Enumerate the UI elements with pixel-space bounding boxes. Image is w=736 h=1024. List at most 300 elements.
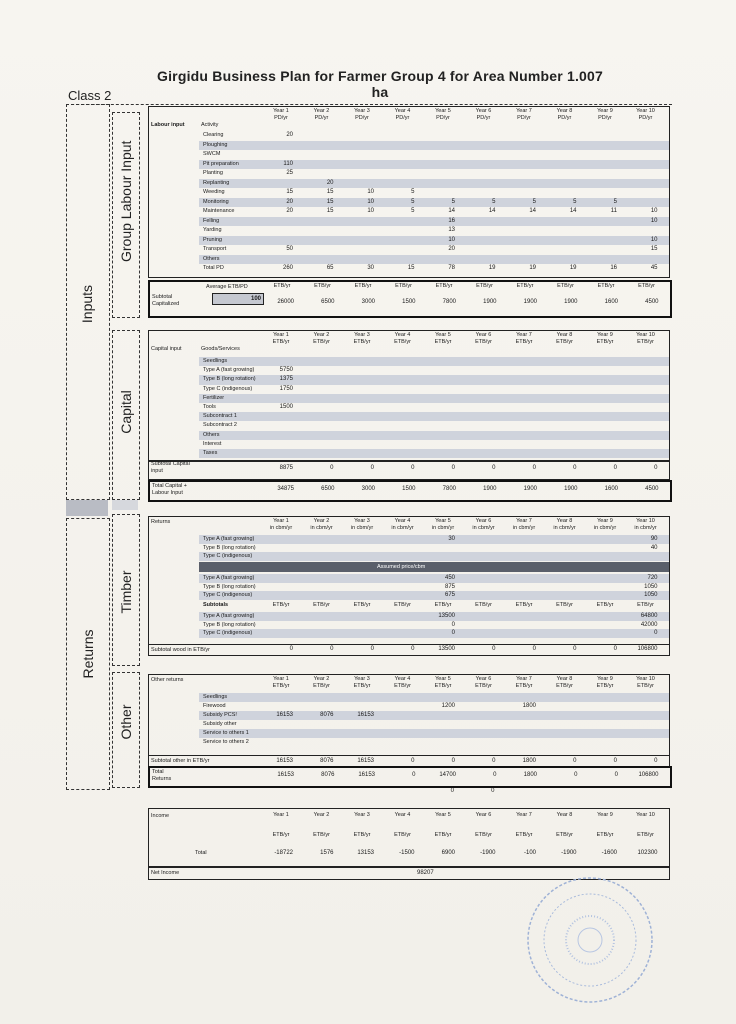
capital-subtotal-value: 0 [613, 465, 617, 471]
labour-value: 20 [448, 246, 455, 252]
capital-total-value: 7800 [442, 486, 456, 492]
labour-value: 65 [326, 265, 334, 271]
labour-year-header [304, 108, 340, 122]
timber-year-label: Year 5 [435, 518, 451, 524]
capital-year-label: Year 8 [556, 332, 573, 338]
timber-etb-value: 42000 [640, 621, 658, 628]
timber-year-label: Year 9 [597, 518, 613, 524]
labour-subtotal-value: 26000 [277, 299, 294, 305]
labour-year-header [385, 108, 421, 122]
labour-value: 15 [326, 189, 334, 195]
capital-subtotal-value: 0 [411, 465, 415, 471]
labour-value: 19 [529, 265, 536, 271]
income-unit-label: ETB/yr [637, 832, 654, 838]
capital-year-label: Year 3 [354, 332, 370, 338]
capital-total-value: 1900 [564, 486, 578, 492]
capital-value: 1500 [279, 404, 293, 410]
capital-row [199, 440, 669, 449]
timber-subtotal-value: 0 [370, 646, 374, 652]
other-value: 16153 [357, 712, 374, 718]
labour-value: 14 [448, 208, 455, 214]
capital-total-value: 1900 [523, 486, 537, 492]
timber-label: Timber [118, 570, 134, 614]
income-year-label: Year 9 [597, 812, 613, 818]
labour-value: 16 [448, 217, 455, 224]
total-returns-value: 0 [574, 772, 578, 778]
labour-value: 10 [367, 198, 374, 205]
labour-year-label: Year 3 [354, 108, 370, 114]
assumed-price-bar [199, 562, 669, 572]
timber-cbm-row-label: Type B (long rotation) [203, 544, 256, 551]
capital-row [199, 421, 669, 430]
other-subtotal-value: 8076 [320, 758, 334, 764]
income-unit-label: ETB/yr [515, 832, 533, 838]
timber-etb-value: 0 [451, 621, 455, 628]
timber-unit-label: in cbm/yr [431, 525, 455, 531]
capital-year-label: Year 4 [394, 332, 411, 338]
other-unit-label: ETB/yr [272, 683, 290, 689]
stamp-inner-ring [566, 916, 614, 964]
labour-subtotal-value: 7800 [442, 299, 456, 305]
total-returns-value: 16153 [277, 772, 294, 778]
other-subtotal-value: 16153 [276, 758, 293, 764]
timber-unit-label: in cbm/yr [472, 525, 495, 531]
income-unit-label: ETB/yr [353, 832, 371, 838]
timber-year-label: Year 1 [273, 518, 289, 524]
labour-subtotal-value: 1900 [483, 299, 497, 305]
labour-unit-label: PD/yr [314, 115, 329, 121]
total-returns-value: 0 [614, 772, 618, 778]
labour-row-label: Others [203, 255, 220, 262]
income-total-value: 6900 [441, 850, 455, 856]
income-total-value: -1600 [601, 850, 617, 856]
other-label: Other [118, 704, 134, 740]
average-label: Average ETB/PD [206, 284, 248, 290]
labour-etb-unit: ETB/yr [597, 283, 615, 289]
other-year-label: Year 5 [435, 676, 451, 682]
timber-etb-unit: ETB/yr [515, 602, 533, 608]
capital-year-header [506, 332, 542, 346]
income-unit-label: ETB/yr [596, 832, 614, 838]
income-unit-label: ETB/yr [434, 832, 452, 838]
timber-etb-row-label: Type C (indigenous) [203, 630, 253, 636]
timber-year-label: Year 7 [516, 518, 532, 524]
income-unit-label: ETB/yr [272, 832, 290, 838]
capital-total-value: 34875 [277, 486, 294, 492]
total-returns-label: Total Returns [152, 769, 172, 782]
other-value: 1200 [441, 703, 455, 709]
other-subtotal-value: 0 [492, 758, 496, 764]
timber-subtotal-value: 13500 [438, 646, 455, 652]
timber-price-row-label: Type B (long rotation) [203, 583, 256, 590]
labour-unit-label: PD/yr [436, 115, 450, 121]
labour-value: 5 [492, 198, 496, 205]
page-title: Girgidu Business Plan for Farmer Group 4 for Area Number 1.007 ha [157, 68, 603, 100]
capital-row-label: Seedlings [203, 358, 228, 364]
timber-year-header [304, 518, 340, 532]
labour-row-label: Felling [203, 217, 220, 224]
labour-value: 5 [451, 198, 455, 205]
other-value: 16153 [276, 712, 293, 718]
labour-value: 13 [448, 227, 455, 233]
timber-etb-row-label: Type B (long rotation) [203, 621, 256, 628]
total-returns-value: 16153 [358, 772, 375, 778]
capital-row-label: Fertilizer [203, 394, 225, 401]
labour-value: 15 [326, 208, 334, 214]
capital-unit-label: ETB/yr [313, 339, 330, 345]
timber-subtotal-box [148, 644, 670, 656]
capital-row [199, 357, 669, 366]
capital-row-label: Interest [203, 440, 222, 447]
timber-etb-unit: ETB/yr [313, 602, 330, 608]
labour-subtotal-value: 1900 [564, 299, 578, 305]
labour-row-label: Pruning [203, 236, 222, 243]
timber-price-row-label: Type A (fast growing) [203, 575, 255, 581]
labour-unit-label: PD/yr [517, 115, 531, 121]
capital-total-value: 4500 [645, 486, 659, 492]
capital-year-label: Year 10 [636, 332, 655, 338]
timber-etb-row-label: Type A (fast growing) [203, 613, 255, 619]
timber-etb-unit: ETB/yr [272, 602, 290, 608]
capital-row [199, 394, 669, 403]
timber-price-value: 1050 [644, 592, 658, 598]
labour-value: 5 [411, 198, 415, 205]
labour-year-label: Year 8 [556, 108, 573, 114]
other-row-label: Subsidy PCS! [203, 712, 237, 718]
labour-year-header [425, 108, 461, 122]
labour-value: 5 [411, 189, 415, 195]
capital-value: 1750 [279, 385, 293, 392]
labour-value: 45 [650, 265, 658, 271]
capital-year-header [628, 332, 664, 346]
labour-etb-unit: ETB/yr [476, 283, 493, 289]
labour-subtotal-label: Subtotal Capitalized [152, 294, 180, 307]
timber-etb-value: 13500 [438, 613, 455, 619]
income-year-label: Year 6 [475, 812, 492, 818]
timber-year-label: Year 10 [636, 518, 655, 524]
labour-etb-unit: ETB/yr [314, 283, 331, 289]
net-income-label: Net Income [151, 870, 180, 876]
other-subtotal-label [151, 756, 209, 766]
other-row [199, 738, 669, 747]
capital-subtotal-label: Subtotal Capital input [151, 461, 190, 474]
capital-row-label: Subcontract 2 [203, 422, 237, 429]
labour-subtotal-value: 4500 [645, 299, 659, 305]
capital-row [199, 412, 669, 421]
other-subtotal-unit: in ETB/yr [186, 758, 210, 764]
timber-subtotal-value: 0 [573, 646, 577, 652]
capital-row-label: Type C (indigenous) [203, 385, 253, 392]
timber-etb-unit: ETB/yr [475, 602, 492, 608]
capital-row [199, 449, 669, 458]
labour-value: 10 [650, 217, 658, 224]
other-year-label: Year 6 [475, 676, 492, 682]
labour-subtotal-value: 1600 [604, 299, 618, 305]
other-year-label: Year 1 [273, 676, 289, 682]
timber-subtotal-value: 0 [411, 646, 415, 652]
labour-etb-unit: ETB/yr [273, 283, 291, 289]
labour-etb-unit: ETB/yr [435, 283, 453, 289]
capital-row-label: Others [203, 431, 220, 438]
labour-row-label: Weeding [203, 189, 225, 195]
labour-value: 30 [367, 265, 374, 271]
other-subtotal-value: 0 [573, 758, 577, 764]
timber-unit-label: in cbm/yr [269, 525, 293, 531]
timber-subtotal-label [151, 645, 210, 655]
capital-unit-label: ETB/yr [272, 339, 290, 345]
labour-value: 20 [286, 208, 293, 214]
timber-cbm-value: 30 [448, 536, 455, 542]
timber-year-label: Year 8 [556, 518, 573, 524]
labour-value: 10 [650, 208, 658, 214]
net-income-value: 98207 [417, 870, 434, 876]
goods-services-header: Goods/Services [201, 346, 240, 352]
labour-value: 14 [488, 208, 496, 214]
income-year-label: Year 8 [556, 812, 573, 818]
other-year-header [506, 676, 542, 690]
income-unit-label: ETB/yr [313, 832, 330, 838]
timber-year-header [344, 518, 380, 532]
stamp-outer-ring [528, 878, 652, 1002]
other-unit-label: ETB/yr [434, 683, 452, 689]
labour-row [199, 255, 669, 265]
timber-price-value: 720 [647, 575, 658, 581]
labour-value: 16 [610, 265, 617, 271]
labour-year-header [263, 108, 299, 122]
capital-year-header [425, 332, 461, 346]
income-year-label: Year 4 [394, 812, 411, 818]
other-year-label: Year 8 [556, 676, 573, 682]
labour-value: 260 [282, 265, 293, 271]
other-subtotal-value: 0 [654, 758, 658, 764]
labour-etb-unit: ETB/yr [516, 283, 534, 289]
other-value: 8076 [320, 712, 334, 718]
capital-year-header [304, 332, 340, 346]
timber-year-header [506, 518, 542, 532]
below-total-value: 0 [450, 788, 454, 794]
timber-etb-unit: ETB/yr [637, 602, 654, 608]
capital-row-label: Subcontract 1 [203, 413, 237, 420]
other-subtotal-value: 1800 [522, 758, 536, 764]
timber-cbm-value: 40 [650, 544, 658, 551]
labour-row-label: Pit preparation [203, 160, 239, 167]
income-table [148, 808, 670, 868]
labour-value: 11 [610, 208, 617, 214]
labour-value: 110 [283, 160, 293, 167]
capital-total-value: 1500 [402, 486, 416, 492]
capital-subtotal-value: 0 [654, 465, 658, 471]
labour-value: 50 [286, 246, 293, 252]
capital-subtotal-value: 0 [370, 465, 374, 471]
capital-row [199, 431, 669, 440]
total-returns-value: 1800 [523, 772, 537, 778]
income-total-value: 13153 [357, 850, 374, 856]
labour-year-label: Year 7 [516, 108, 532, 114]
timber-subtotal-value: 0 [492, 646, 496, 652]
labour-row-label: Total PD [203, 265, 224, 271]
timber-price-value: 1050 [644, 583, 658, 590]
labour-row-label: SWCM [203, 151, 221, 157]
capital-row-label: Type A (fast growing) [203, 367, 255, 374]
labour-year-header [344, 108, 380, 122]
labour-row-label: Monitoring [203, 198, 229, 205]
average-value-box [212, 293, 264, 305]
capital-year-header [263, 332, 299, 346]
capital-year-header [385, 332, 421, 346]
other-year-header [425, 676, 461, 690]
capital-year-label: Year 7 [516, 332, 532, 338]
other-subtotal-text: Subtotal other [151, 758, 186, 764]
timber-etb-unit: ETB/yr [394, 602, 411, 608]
labour-value: 5 [613, 198, 617, 205]
labour-value: 20 [326, 179, 334, 186]
other-year-header [385, 676, 421, 690]
labour-row-label: Yarding [203, 227, 222, 233]
other-year-label: Year 7 [516, 676, 532, 682]
timber-etb-value: 0 [451, 630, 455, 636]
total-returns-box [148, 766, 672, 788]
capital-label: Capital [118, 390, 134, 434]
other-year-header [263, 676, 299, 690]
timber-unit-label: in cbm/yr [593, 525, 617, 531]
capital-subtotal-value: 0 [330, 465, 334, 471]
labour-value: 5 [573, 198, 577, 205]
timber-year-header [425, 518, 461, 532]
other-row-label: Service to others 1 [203, 730, 249, 736]
timber-subtotal-text: Subtotal wood [151, 647, 186, 653]
capital-total-label: Total Capital + Labour Input [152, 483, 188, 496]
timber-year-label: Year 2 [313, 518, 330, 524]
timber-etb-unit: ETB/yr [434, 602, 452, 608]
inputs-label: Inputs [79, 284, 95, 324]
timber-unit-label: in cbm/yr [350, 525, 374, 531]
income-year-label: Year 7 [516, 812, 532, 818]
labour-value: 15 [286, 189, 293, 195]
income-header: Income [151, 813, 170, 819]
labour-value: 19 [488, 265, 496, 271]
timber-year-label: Year 4 [394, 518, 411, 524]
total-returns-value: 0 [412, 772, 416, 778]
capital-year-header [547, 332, 583, 346]
income-year-label: Year 2 [313, 812, 330, 818]
labour-unit-label: PD/yr [598, 115, 612, 121]
timber-year-header [628, 518, 664, 532]
timber-year-header [385, 518, 421, 532]
capital-total-value: 1900 [483, 486, 497, 492]
income-total-value: -100 [523, 850, 536, 856]
other-row-label: Seedlings [203, 694, 228, 700]
capital-subtotal-value: 0 [573, 465, 577, 471]
capital-value: 5750 [279, 367, 293, 374]
timber-price-value: 450 [444, 575, 455, 581]
timber-unit-label: in cbm/yr [391, 525, 414, 531]
labour-etb-unit: ETB/yr [557, 283, 574, 289]
capital-total-value: 1600 [604, 486, 618, 492]
timber-subtotal-value: 106800 [637, 646, 658, 652]
income-year-label: Year 3 [354, 812, 370, 818]
income-year-label: Year 10 [636, 812, 655, 818]
capital-subtotal-value: 0 [451, 465, 455, 471]
timber-price-value: 675 [444, 592, 455, 598]
labour-row-label: Transport [203, 246, 227, 252]
capital-unit-label: ETB/yr [434, 339, 452, 345]
timber-unit-label: in cbm/yr [512, 525, 536, 531]
labour-value: 10 [367, 208, 374, 214]
total-returns-value: 106800 [638, 772, 659, 778]
other-row [199, 693, 669, 702]
timber-unit-label: in cbm/yr [310, 525, 333, 531]
other-row-label: Service to others 2 [203, 739, 249, 745]
labour-year-label: Year 9 [597, 108, 613, 114]
other-returns-header: Other returns [151, 677, 184, 683]
income-total-value: -18722 [274, 850, 293, 856]
timber-year-label: Year 3 [354, 518, 370, 524]
labour-row [199, 150, 669, 160]
capital-row-label: Taxes [203, 450, 218, 456]
timber-etb-unit: ETB/yr [353, 602, 371, 608]
timber-cbm-row [199, 552, 669, 561]
capital-table [148, 330, 670, 462]
income-total-value: -1500 [399, 850, 415, 856]
other-subtotal-value: 16153 [357, 758, 374, 764]
other-row [199, 729, 669, 738]
capital-total-value: 6500 [321, 486, 335, 492]
capital-year-header [344, 332, 380, 346]
total-returns-value: 8076 [321, 772, 335, 778]
labour-subtotal-value: 1500 [402, 299, 416, 305]
labour-value: 20 [286, 198, 293, 205]
income-year-label: Year 5 [435, 812, 451, 818]
capital-year-label: Year 6 [475, 332, 492, 338]
labour-subtotal-value: 1900 [523, 299, 537, 305]
capital-year-label: Year 2 [313, 332, 330, 338]
timber-year-header [587, 518, 623, 532]
other-subtotal-value: 0 [411, 758, 415, 764]
labour-year-header [547, 108, 583, 122]
other-unit-label: ETB/yr [596, 683, 614, 689]
timber-year-header [547, 518, 583, 532]
other-subtotal-value: 0 [451, 758, 455, 764]
labour-row [199, 179, 669, 189]
income-unit-label: ETB/yr [556, 832, 573, 838]
timber-etb-value: 0 [654, 630, 658, 636]
capital-row-label: Tools [203, 404, 216, 410]
capital-unit-label: ETB/yr [637, 339, 654, 345]
below-total-value: 0 [491, 788, 495, 794]
other-unit-label: ETB/yr [515, 683, 533, 689]
labour-table [148, 106, 670, 278]
timber-etb-unit: ETB/yr [556, 602, 573, 608]
capital-unit-label: ETB/yr [353, 339, 371, 345]
timber-etb-unit: ETB/yr [596, 602, 614, 608]
labour-etb-unit: ETB/yr [354, 283, 372, 289]
capital-unit-label: ETB/yr [475, 339, 492, 345]
labour-year-label: Year 4 [394, 108, 411, 114]
returns-label: Returns [80, 629, 96, 679]
labour-etb-unit: ETB/yr [638, 283, 655, 289]
labour-value: 15 [650, 246, 658, 252]
main-frame-top [66, 104, 672, 105]
group-labour-label: Group Labour Input [118, 140, 134, 262]
labour-year-label: Year 6 [475, 108, 492, 114]
other-unit-label: ETB/yr [394, 683, 411, 689]
timber-unit-label: in cbm/yr [553, 525, 576, 531]
other-table [148, 674, 670, 768]
labour-row-label: Replanting [203, 179, 230, 186]
labour-input-header: Labour input [151, 122, 185, 128]
labour-value: 14 [529, 208, 536, 214]
divider-block [66, 500, 108, 516]
